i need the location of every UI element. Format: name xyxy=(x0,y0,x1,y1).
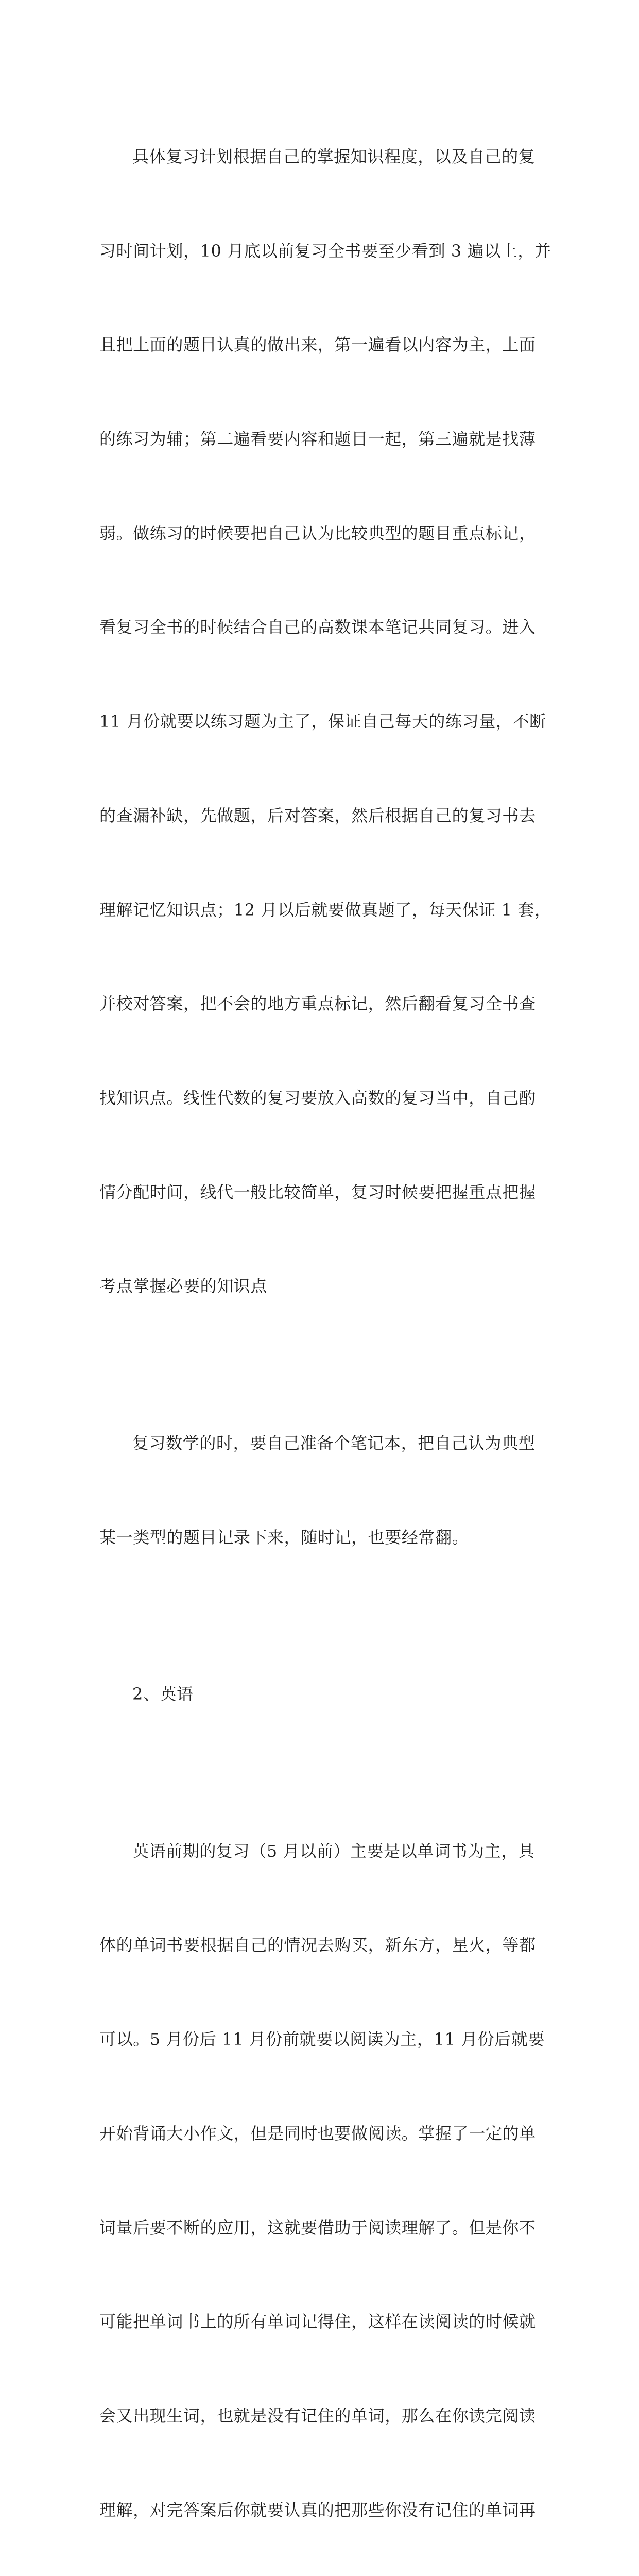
text-line: 的练习为辅；第二遍看要内容和题目一起，第三遍就是找薄 xyxy=(99,429,536,449)
paragraph-math-notebook xyxy=(99,1365,541,1616)
text-line: 某一类型的题目记录下来，随时记，也要经常翻。 xyxy=(99,1527,469,1547)
text-line: 理解，对完答案后你就要认真的把那些你没有记住的单词再 xyxy=(99,2500,536,2520)
text-line: 习时间计划，10 月底以前复习全书要至少看到 3 遍以上，并 xyxy=(99,241,551,261)
text-line: 考点掌握必要的知识点 xyxy=(99,1276,268,1296)
text-line: 会又出现生词，也就是没有记住的单词，那么在你读完阅读 xyxy=(99,2406,536,2426)
text-line: 看复习全书的时候结合自己的高数课本笔记共同复习。进入 xyxy=(99,617,536,637)
text-line: 并校对答案，把不会的地方重点标记，然后翻看复习全书查 xyxy=(99,994,536,1014)
text-line: 可以。5 月份后 11 月份前就要以阅读为主，11 月份后就要 xyxy=(99,2029,545,2049)
text-line: 找知识点。线性代数的复习要放入高数的复习当中，自己酌 xyxy=(99,1088,536,1108)
text-line: 的查漏补缺，先做题，后对答案，然后根据自己的复习书去 xyxy=(99,805,536,825)
text-line: 2、英语 xyxy=(132,1684,194,1704)
text-line: 开始背诵大小作文，但是同时也要做阅读。掌握了一定的单 xyxy=(99,2123,536,2143)
text-line: 且把上面的题目认真的做出来，第一遍看以内容为主，上面 xyxy=(99,335,536,355)
text-line: 体的单词书要根据自己的情况去购买，新东方，星火，等都 xyxy=(99,1935,536,1955)
section-heading-english xyxy=(99,1616,541,1773)
paragraph-study-plan xyxy=(99,78,551,1365)
text-line: 理解记忆知识点；12 月以后就要做真题了，每天保证 1 套， xyxy=(99,900,551,920)
paragraph-english-review xyxy=(99,1773,545,2576)
text-line: 具体复习计划根据自己的掌握知识程度，以及自己的复 xyxy=(132,146,536,166)
text-line: 情分配时间，线代一般比较简单，复习时候要把握重点把握 xyxy=(99,1182,536,1202)
text-line: 可能把单词书上的所有单词记得住，这样在读阅读的时候就 xyxy=(99,2312,536,2332)
text-line: 弱。做练习的时候要把自己认为比较典型的题目重点标记， xyxy=(99,523,536,543)
text-line: 11 月份就要以练习题为主了，保证自己每天的练习量，不断 xyxy=(99,711,546,732)
text-line: 英语前期的复习（5 月以前）主要是以单词书为主，具 xyxy=(132,1841,535,1861)
document-body xyxy=(99,78,551,2576)
text-line: 词量后要不断的应用，这就要借助于阅读理解了。但是你不 xyxy=(99,2217,536,2238)
text-line: 复习数学的时，要自己准备个笔记本，把自己认为典型 xyxy=(132,1433,536,1453)
